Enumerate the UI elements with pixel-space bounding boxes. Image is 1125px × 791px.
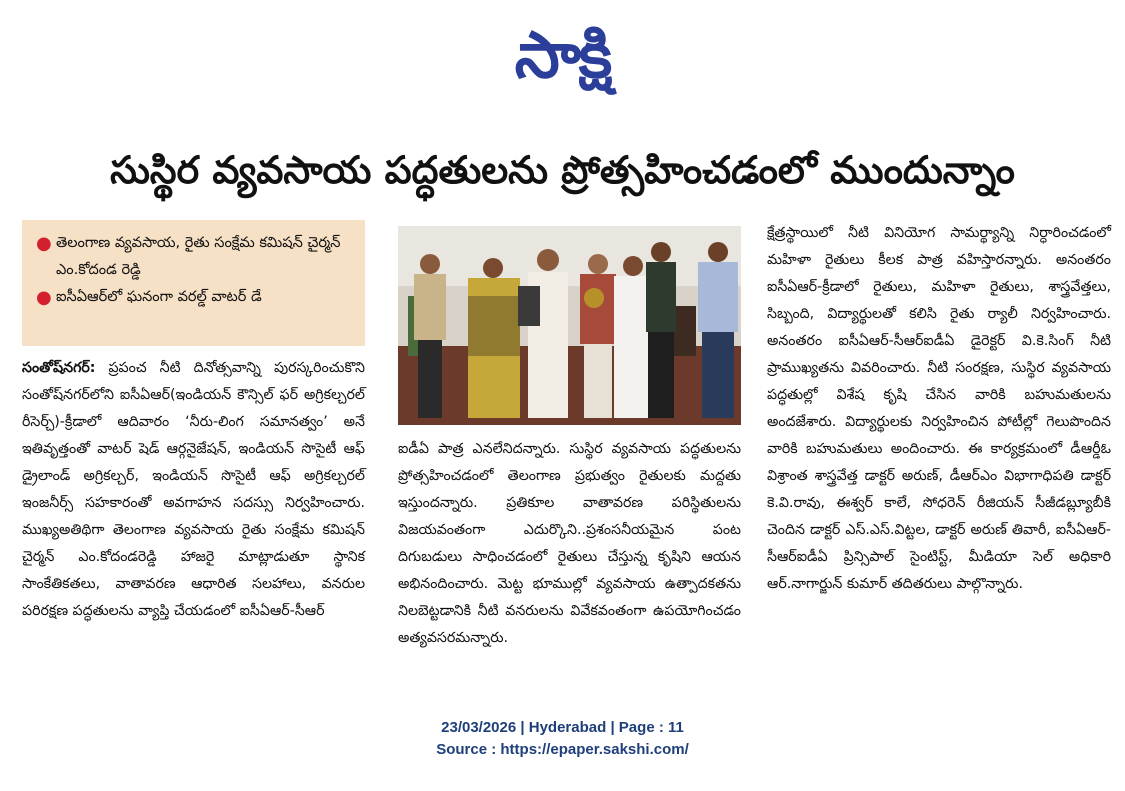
event-photo: [398, 226, 741, 425]
column-1-text: ప్రపంచ నీటి దినోత్సవాన్ని పురస్కరించుకొని సంతోష్‌నగర్‌లోని ఐసీఏఆర్(ఇండియన్ కౌన్సిల్ ఫర్ అగ్రికల్చరల్ రీసెర్చ్)-క్రీడాలో ఆదివారం ‘నీరు-లింగ సమానత్వం’ అనే ఇతివృత్తంతో వాటర్ షెడ్ ఆర్గనైజేషన్, ఇండియన్ సొసైటీ ఆఫ్ డ్రైలాండ్ అగ్రికల్చర్, ఇండియన్ సొసైటీ ఆఫ్ అగ్రికల్చరల్ ఇంజనీర్స్ సహకారంతో అవగాహన సదస్సు నిర్వహించారు. ముఖ్యఅతిథిగా తెలంగాణ వ్యవసాయ రైతు సంక్షేమ కమిషన్ చైర్మన్ ఎం.కోదండరెడ్డి హాజరై మాట్లాడుతూ స్థానిక సాంకేతికతలు, వాతావరణ ఆధారిత సలహాలు, వనరుల పరిరక్షణ పద్ధతులను వ్యాప్తి చేయడంలో ఐసీఏఆర్-సీఆర్: [22, 360, 366, 619]
footer-source-link[interactable]: Source : https://epaper.sakshi.com/: [436, 741, 689, 758]
dateline: సంతోష్‌నగర్:: [22, 360, 96, 376]
article-column-2: ఐడీఏ పాత్ర ఎనలేనిదన్నారు. సుస్థిర వ్యవసాయ పద్ధతులను ప్రోత్సహించడంలో తెలంగాణ ప్రభుత్వం రైతులకు మద్దతు ఇస్తుందన్నారు. ప్రతికూల వాతావరణ పరిస్థితులను విజయవంతంగా ఎదుర్కొని..ప్రశంసనీయమైన పంట దిగుబడులు సాధించడంలో రైతులు చేస్తున్న కృషిని ఆయన అభినందించారు. మెట్ట భూముల్లో వ్యవసాయ ఉత్పాదకతను నిలబెట్టడానికి నీటి వనరులను వివేకవంతంగా ఉపయోగించడం అత్యవసరమన్నారు.: [398, 441, 741, 646]
highlight-text: తెలంగాణ వ్యవసాయ, రైతు సంక్షేమ కమిషన్ చైర్మన్ ఎం.కోదండ రెడ్డి: [56, 235, 341, 278]
highlight-text: ఐసీఏఆర్‌లో ఘనంగా వరల్డ్ వాటర్ డే: [56, 289, 262, 305]
highlight-item: [36, 284, 355, 311]
page-footer: [0, 717, 1125, 761]
bullet-icon: ●: [36, 287, 52, 308]
bullet-icon: ●: [36, 233, 52, 254]
article-column-1: [22, 355, 365, 625]
article-headline: సుస్థిర వ్యవసాయ పద్ధతులను ప్రోత్సహించడంలో ముందున్నాం: [110, 148, 1015, 192]
footer-date-line: 23/03/2026 | Hyderabad | Page : 11: [441, 719, 684, 736]
highlights-box: [22, 220, 365, 346]
masthead: [0, 16, 1125, 96]
highlight-item: [36, 230, 355, 284]
article-column-3: క్షేత్రస్థాయిలో నీటి వినియోగ సామర్థ్యాన్ని నిర్ధారించడంలో మహిళా రైతులు కీలక పాత్ర వహిస్తారన్నారు. అనంతరం ఐసీఏఆర్-క్రీడాలో రైతులు, మహిళా రైతులు, శాస్త్రవేత్తలు, సిబ్బంది, విద్యార్థులతో కలిసి రైతు ర్యాలీ నిర్వహించారు. అనంతరం ఐసీఏఆర్-సీఆర్ఐడీఏ డైరెక్టర్ వి.కె.సింగ్ నీటి ప్రాముఖ్యతను వివరించారు. నీటి సంరక్షణ, సుస్థిర వ్యవసాయ పద్ధతుల్లో విశేష కృషి చేసిన వారికి బహుమతులను అందజేశారు. విద్యార్థులకు నిర్వహించిన పోటీల్లో గెలుపొందిన వారికి బహుమతులు అందించారు. ఈ కార్యక్రమంలో డీఆర్డీఓ విశ్రాంత శాస్త్రవేత్త డాక్టర్ అరుణ్, డీఆర్ఎం విభాగాధిపతి డాక్టర్ కె.వి.రావు, ఈశ్వర్ కాలే, సోధరెన్ రీజియన్ సీజీడబ్ల్యూబీకి చెందిన డాక్టర్ ఎస్.ఎస్.విట్టల, డాక్టర్ అరుణ్ తివారీ, ఐసీఏఆర్-సీఆర్ఐడీఏ ప్రిన్సిపాల్ సైంటిస్ట్, మీడియా సెల్ అధికారి ఆర్.నాగార్జున్ కుమార్ తదితరులు పాల్గొన్నారు.: [767, 225, 1111, 592]
event-photo-graphic: [398, 226, 741, 425]
sakshi-logo: సాక్షి: [514, 19, 611, 93]
